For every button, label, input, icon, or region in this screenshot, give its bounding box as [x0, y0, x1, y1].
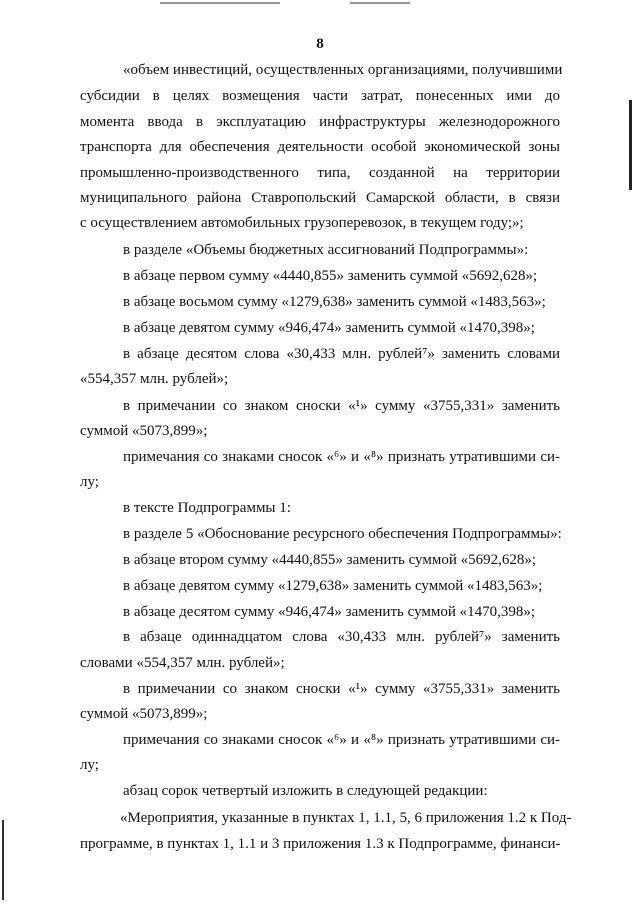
text-line: в абзаце девятом сумму «946,474» заменить суммой «1470,398»;	[123, 320, 535, 336]
margin-mark	[629, 100, 632, 190]
text-line: примечания со знаками сносок «⁶» и «⁸» признать утратившими си-	[123, 449, 560, 465]
text-line: лу;	[80, 474, 99, 490]
text-line: программе, в пунктах 1, 1.1 и 3 приложения 1.3 к Подпрограмме, финанси-	[80, 836, 561, 852]
text-line: в разделе «Объемы бюджетных ассигнований Подпрограммы»:	[123, 242, 529, 258]
text-line: в примечании со знаком сноски «¹» сумму «3755,331» заменить	[123, 398, 560, 414]
text-line: в тексте Подпрограммы 1:	[123, 500, 291, 516]
scan-artifact	[350, 2, 410, 4]
text-line: примечания со знаками сносок «⁶» и «⁸» признать утратившими си-	[123, 732, 560, 748]
text-line: «554,357 млн. рублей»;	[80, 371, 229, 387]
text-line: суммой «5073,899»;	[80, 706, 208, 722]
text-line: словами «554,357 млн. рублей»;	[80, 655, 285, 671]
text-line: суммой «5073,899»;	[80, 423, 208, 439]
page-number: 8	[316, 36, 324, 52]
text-line: в абзаце первом сумму «4440,855» заменить суммой «5692,628»;	[123, 268, 538, 284]
text-line: с осуществлением автомобильных грузоперевозок, в текущем году;»;	[80, 215, 524, 231]
text-line: абзац сорок четвертый изложить в следующей редакции:	[123, 783, 488, 799]
text-line: в абзаце девятом сумму «1279,638» заменить суммой «1483,563»;	[123, 578, 543, 594]
text-line: промышленно-производственного типа, созданной на территории	[80, 165, 560, 181]
text-line: в разделе 5 «Обоснование ресурсного обеспечения Подпрограммы»:	[123, 526, 562, 542]
text-line: лу;	[80, 757, 99, 773]
margin-mark	[2, 820, 4, 900]
text-line: субсидии в целях возмещения части затрат, понесенных ими до	[80, 88, 560, 104]
text-line: в абзаце десятом слова «30,433 млн. рублей⁷» заменить словами	[123, 346, 560, 362]
text-line: «Мероприятия, указанные в пунктах 1, 1.1, 5, 6 приложения 1.2 к Под-	[120, 810, 572, 826]
text-line: момента ввода в эксплуатацию инфраструктуры железнодорожного	[80, 114, 560, 130]
text-line: «объем инвестиций, осуществленных организациями, получившими	[123, 62, 563, 78]
text-line: в абзаце втором сумму «4440,855» заменить суммой «5692,628»;	[123, 552, 537, 568]
text-line: в абзаце восьмом сумму «1279,638» заменить суммой «1483,563»;	[123, 294, 546, 310]
text-line: в примечании со знаком сноски «¹» сумму «3755,331» заменить	[123, 681, 560, 697]
text-line: муниципального района Ставропольский Самарской области, в связи	[80, 190, 560, 206]
scan-artifact	[160, 2, 280, 4]
text-line: в абзаце десятом сумму «946,474» заменить суммой «1470,398»;	[123, 604, 536, 620]
text-line: транспорта для обеспечения деятельности особой экономической зоны	[80, 139, 560, 155]
text-line: в абзаце одиннадцатом слова «30,433 млн. рублей⁷» заменить	[123, 629, 560, 645]
